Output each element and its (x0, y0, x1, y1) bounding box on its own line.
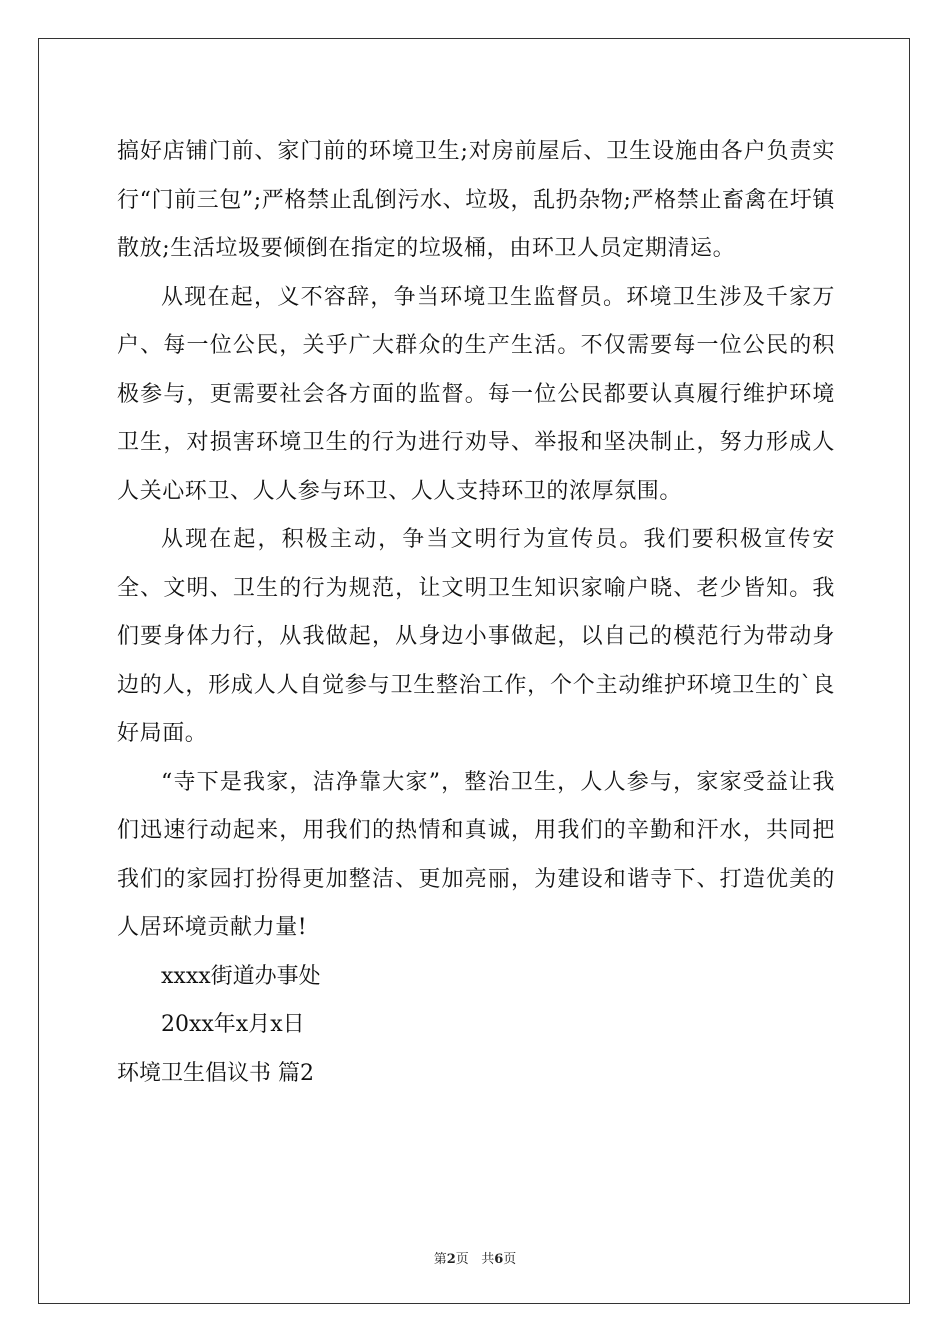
document-body (117, 128, 835, 1098)
total-page-number: 6 (494, 1252, 504, 1267)
paragraph-3: 从现在起，积极主动，争当文明行为宣传员。我们要积极宣传安全、文明、卫生的行为规范，让文明卫生知识家喻户晓、老少皆知。我们要身体力行，从我做起，从身边小事做起，以自己的模范行为带动身边的人，形成人人自觉参与卫生整治工作，个个主动维护环境卫生的`良好局面。 (117, 527, 835, 746)
page-footer (0, 1248, 950, 1267)
current-page-number: 2 (446, 1252, 456, 1267)
paragraph-4: “寺下是我家，洁净靠大家”，整治卫生，人人参与，家家受益让我们迅速行动起来，用我们的热情和真诚，用我们的辛勤和汗水，共同把我们的家园打扮得更加整洁、更加亮丽，为建设和谐寺下、打造优美的人居环境贡献力量! (117, 769, 835, 940)
footer-total-suffix: 页 (503, 1252, 517, 1267)
section-heading: 环境卫生倡议书 篇2 (117, 1060, 314, 1086)
paragraph-2: 从现在起，义不容辞，争当环境卫生监督员。环境卫生涉及千家万户、每一位公民，关乎广大群众的生产生活。不仅需要每一位公民的积极参与，更需要社会各方面的监督。每一位公民都要认真履行维护环境卫生，对损害环境卫生的行为进行劝导、举报和坚决制止，努力形成人人关心环卫、人人参与环卫、人人支持环卫的浓厚氛围。 (117, 284, 835, 504)
paragraph-1: 搞好店铺门前、家门前的环境卫生;对房前屋后、卫生设施由各户负责实行“门前三包”;严格禁止乱倒污水、垃圾，乱扔杂物;严格禁止畜禽在圩镇散放;生活垃圾要倾倒在指定的垃圾桶，由环卫人员定期清运。 (117, 139, 835, 261)
footer-page-suffix: 页 (455, 1252, 469, 1267)
footer-prefix: 第 (433, 1252, 447, 1267)
footer-total-prefix: 共 (481, 1252, 495, 1267)
signature: xxxx街道办事处 (161, 963, 321, 989)
date: 20xx年x月x日 (161, 1012, 305, 1037)
